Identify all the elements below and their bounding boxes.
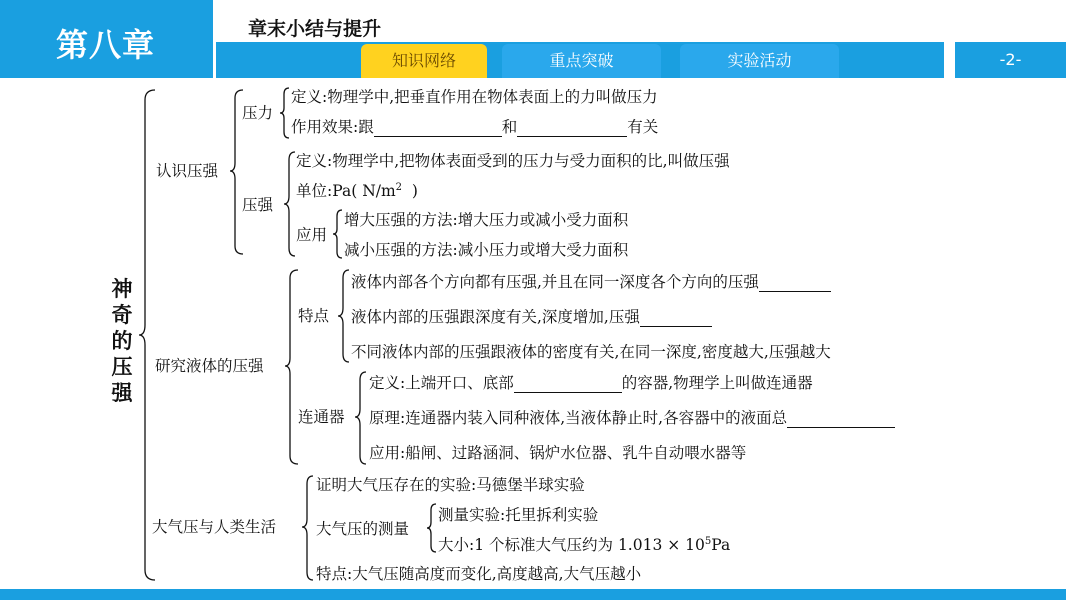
feature-2-text: 液体内部的压强跟深度有关,深度增加,压强 (351, 308, 640, 326)
connector-label: 连通器 (298, 408, 345, 426)
measure-experiment: 测量实验:托里拆利实验 (438, 506, 599, 524)
atmosphere-feature: 特点:大气压随高度而变化,高度越高,大气压越小 (316, 565, 642, 583)
pf-effect-prefix: 作用效果:跟 (291, 118, 374, 136)
connector-definition (369, 373, 813, 393)
feature-3: 不同液体内部的压强跟液体的密度有关,在同一深度,密度越大,压强越大 (351, 343, 831, 361)
root-char: 的 (111, 329, 133, 353)
root-topic (107, 276, 137, 406)
feature-1 (351, 272, 831, 292)
s2-label: 研究液体的压强 (155, 357, 264, 375)
pressure-unit (296, 181, 418, 201)
pressure-force-label: 压力 (242, 104, 274, 122)
blank-6[interactable] (787, 411, 895, 428)
footer-bar (0, 589, 1066, 600)
feature-2 (351, 307, 712, 327)
chapter-title: 第八章 (56, 26, 156, 64)
brace-application (333, 210, 342, 258)
blank-1[interactable] (374, 120, 502, 137)
connector-def-prefix: 定义:上端开口、底部 (369, 374, 514, 392)
application-label: 应用 (296, 226, 328, 244)
tab-experiments[interactable]: 实验活动 (680, 44, 839, 78)
blank-5[interactable] (514, 376, 622, 393)
root-char: 奇 (111, 303, 133, 327)
brace-pressure (284, 152, 295, 256)
pf-effect-and: 和 (501, 118, 518, 136)
unit-prefix: 单位:Pa( (296, 182, 358, 200)
brace-pressure-force (280, 88, 289, 138)
size-exponent: 5 (704, 535, 712, 547)
connector-principle (369, 408, 895, 428)
measure-label: 大气压的测量 (316, 520, 410, 538)
brace-measure (427, 504, 436, 552)
proof-experiment: 证明大气压存在的实验:马德堡半球实验 (316, 476, 585, 494)
root-char: 强 (111, 381, 133, 405)
unit-close: ) (411, 182, 418, 200)
measure-size (438, 535, 730, 555)
page-number: -2- (955, 42, 1066, 78)
root-char: 压 (111, 355, 133, 379)
app-increase: 增大压强的方法:增大压力或减小受力面积 (344, 211, 629, 229)
pf-effect-suffix: 有关 (627, 118, 659, 136)
feature-1-text: 液体内部各个方向都有压强,并且在同一深度各个方向的压强 (351, 273, 759, 291)
connector-principle-text: 原理:连通器内装入同种液体,当液体静止时,各容器中的液面总 (369, 409, 788, 427)
tab-key-points[interactable]: 重点突破 (502, 44, 661, 78)
root-char: 神 (111, 277, 133, 301)
connector-def-suffix: 的容器,物理学上叫做连通器 (621, 374, 813, 392)
brace-features (338, 270, 349, 362)
connector-application: 应用:船闸、过路涵洞、锅炉水位器、乳牛自动喂水器等 (369, 444, 747, 462)
brace-s2 (285, 270, 298, 464)
blank-2[interactable] (517, 120, 627, 137)
s3-label: 大气压与人类生活 (152, 518, 277, 536)
brace-connector (355, 372, 366, 464)
features-label: 特点 (298, 307, 330, 325)
blank-4[interactable] (640, 310, 712, 327)
tab-knowledge-network[interactable]: 知识网络 (361, 44, 487, 78)
app-decrease: 减小压强的方法:减小压力或增大受力面积 (344, 241, 629, 259)
size-prefix: 大小:1 个标准大气压约为 1.013 × 10 (438, 536, 705, 554)
unit-nm: N/m (362, 182, 396, 200)
pressure-force-definition: 定义:物理学中,把垂直作用在物体表面上的力叫做压力 (291, 88, 658, 106)
size-unit: Pa (711, 536, 731, 554)
pressure-force-effect (291, 117, 658, 137)
brace-s3 (302, 476, 313, 580)
s1-label: 认识压强 (156, 162, 219, 180)
blank-3[interactable] (759, 275, 831, 292)
pressure-label: 压强 (242, 196, 274, 214)
section-subtitle: 章末小结与提升 (248, 18, 382, 40)
unit-exponent: 2 (395, 181, 403, 193)
pressure-definition: 定义:物理学中,把物体表面受到的压力与受力面积的比,叫做压强 (296, 152, 730, 170)
brace-root (139, 90, 155, 580)
